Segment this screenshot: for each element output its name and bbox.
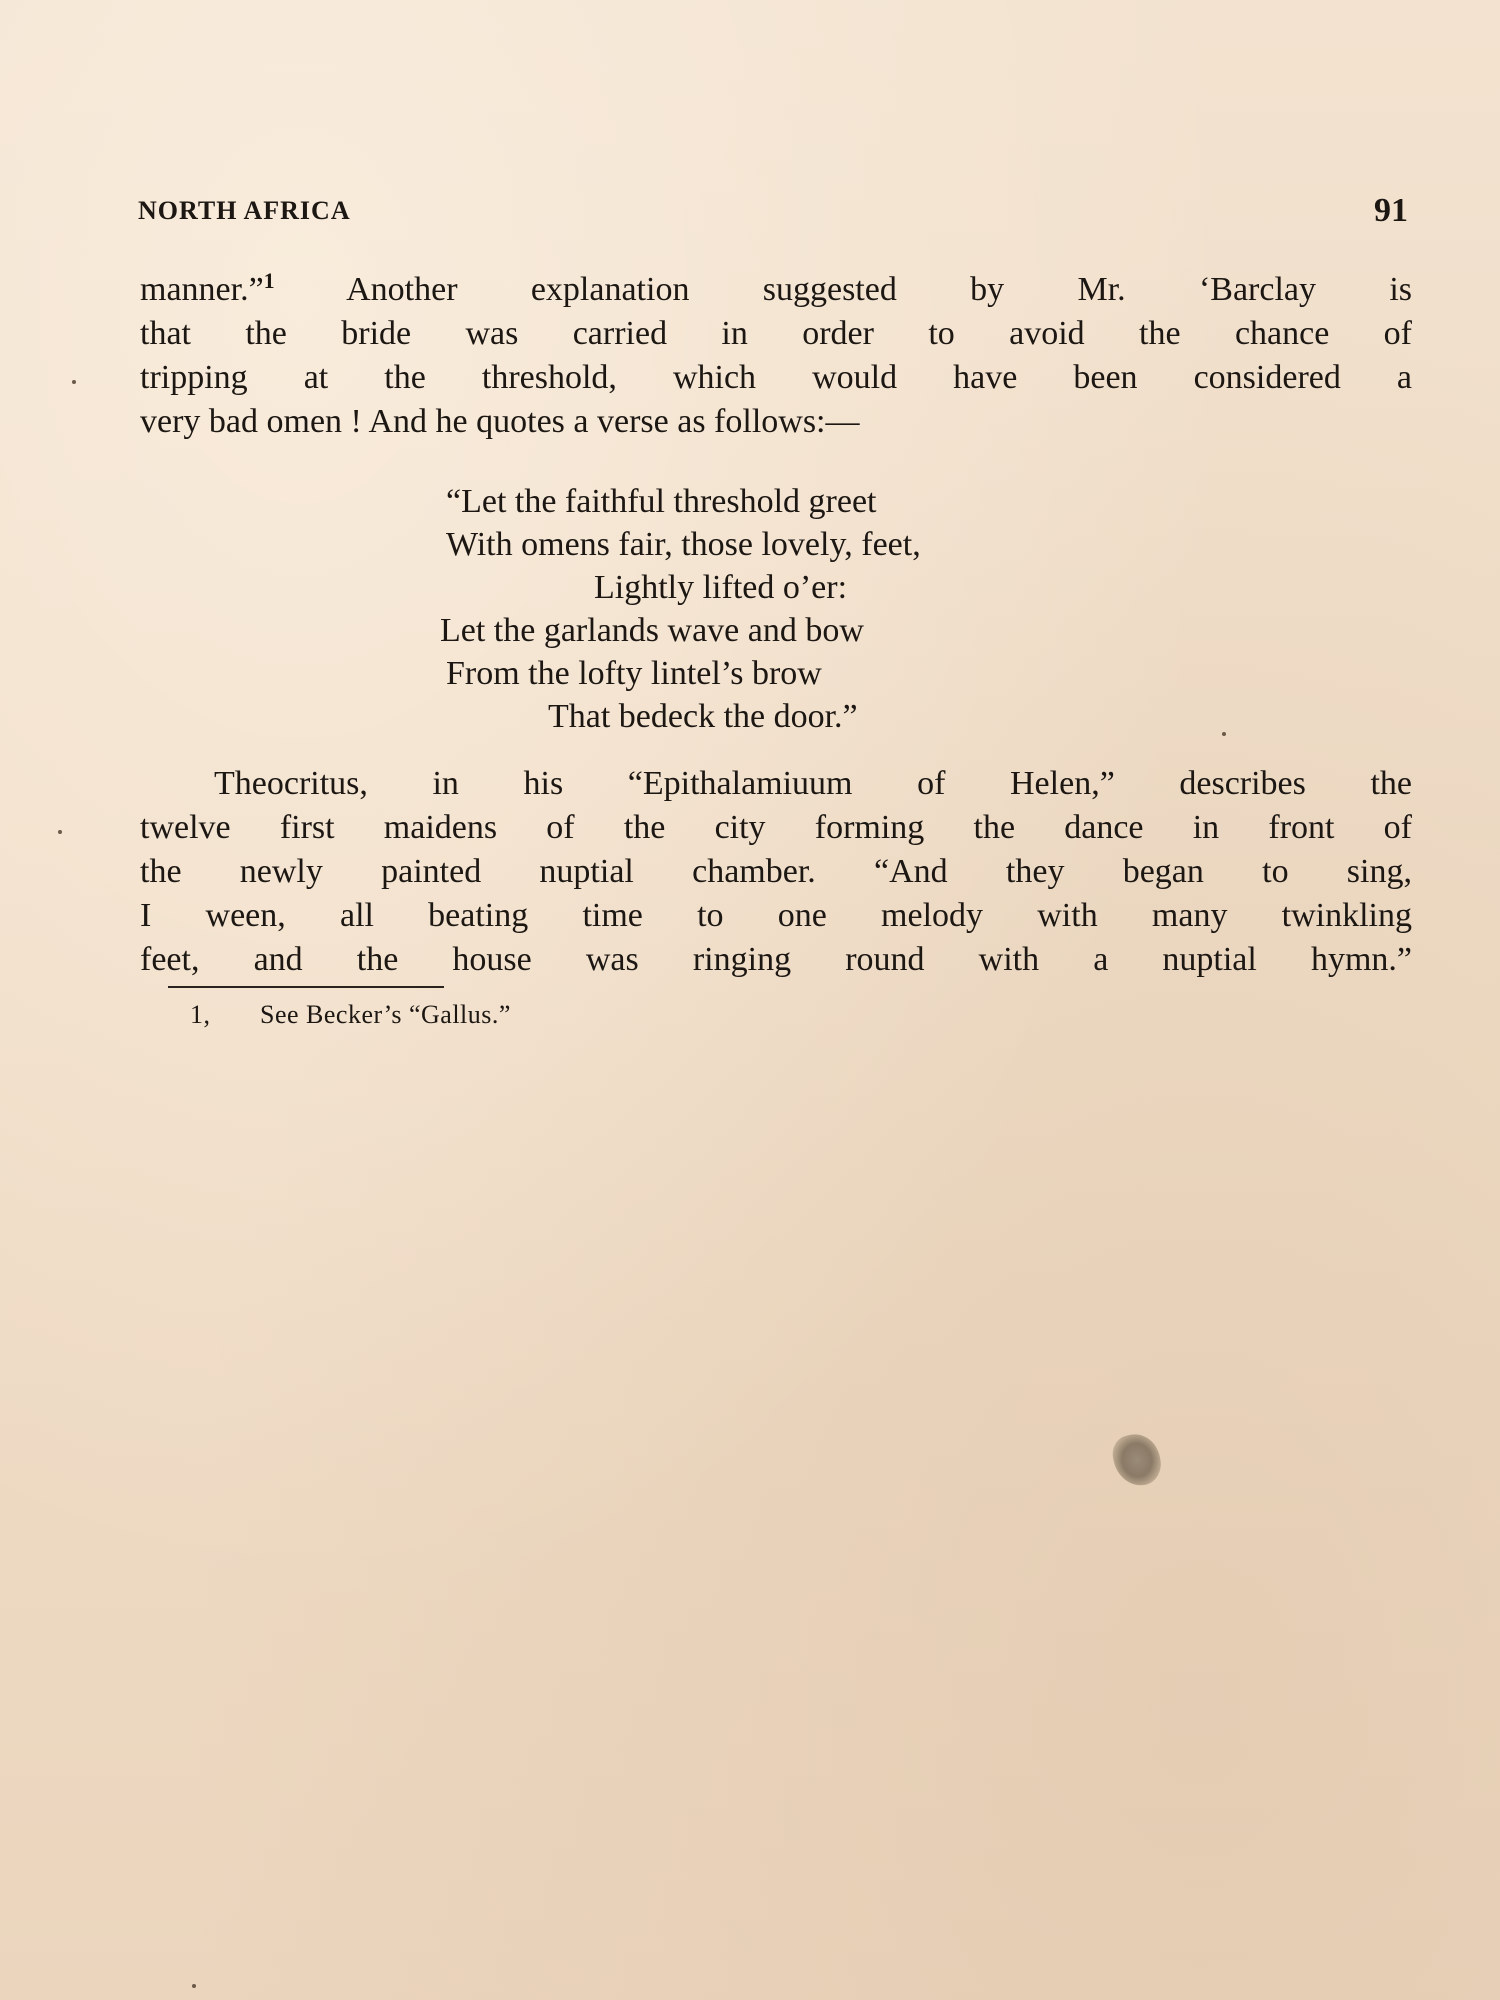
paragraph-1-line-3: tripping at the threshold, which would have been considered a [140,359,1412,396]
footnote-text: See Becker’s “Gallus.” [260,1000,511,1029]
footnote-number: 1, [190,1000,211,1029]
paper-speck [1222,732,1226,736]
verse-line-1: “Let the faithful threshold greet [446,483,877,520]
paper-blemish [1109,1430,1165,1490]
paragraph-1-line-1 [140,268,1412,312]
line-1-rest: Another explanation suggested by Mr. ‘Barclay is [274,271,1412,308]
running-title: NORTH AFRICA [138,196,351,225]
paper-speck [72,380,76,384]
paragraph-2-line-4: I ween, all beating time to one melody with many twinkling [140,897,1412,934]
body-text [140,268,1412,978]
page-number: 91 [1374,192,1408,229]
paper-speck [192,1984,196,1988]
verse-line-4: Let the garlands wave and bow [440,612,864,649]
paragraph-1 [140,268,1412,444]
paragraph-2-line-2: twelve first maidens of the city forming the dance in front of [140,809,1412,846]
paragraph-2 [140,762,1412,982]
running-head [138,192,1408,232]
verse-line-5: From the lofty lintel’s brow [446,655,822,692]
footnote-reference: 1 [263,268,275,293]
verse-line-2: With omens fair, those lovely, feet, [446,526,921,563]
paragraph-2-line-5: feet, and the house was ringing round with a nuptial hymn.” [140,941,1412,978]
paragraph-2-line-3: the newly painted nuptial chamber. “And they began to sing, [140,853,1412,890]
paragraph-2-line-1: Theocritus, in his “Epithalamiuum of Helen,” describes the [214,765,1412,802]
verse-line-6: That bedeck the door.” [548,698,858,735]
line-1-start: manner.” [140,271,264,308]
paragraph-1-line-2: that the bride was carried in order to avoid the chance of [140,315,1412,352]
paper-speck [58,830,62,834]
verse-line-3: Lightly lifted o’er: [594,569,848,606]
footnote-rule [168,986,444,988]
footnote [190,1000,511,1030]
paragraph-1-line-4: very bad omen ! And he quotes a verse as follows:— [140,403,860,440]
